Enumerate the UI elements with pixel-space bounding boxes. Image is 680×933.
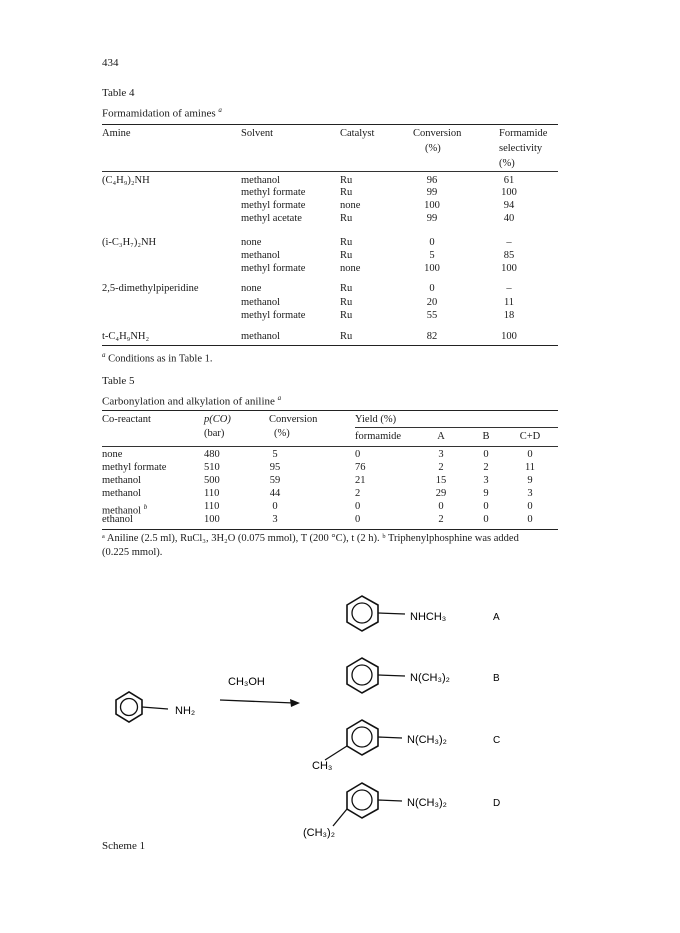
t5-b: 3	[483, 475, 489, 486]
reaction-arrow	[220, 699, 300, 707]
t4-selectivity: 11	[503, 297, 515, 308]
t4-conversion: 0	[429, 237, 435, 248]
t5-pco: 110	[204, 488, 220, 499]
t4-conversion: 99	[426, 187, 438, 198]
t4-amine-1: (C₄H₉)₂NH	[102, 175, 150, 186]
t4-selectivity: 100	[501, 263, 517, 274]
t4-conversion: 20	[426, 297, 438, 308]
t5-header-yield: Yield (%)	[355, 414, 397, 425]
t5-conv: 0	[272, 501, 278, 512]
t4-selectivity: 85	[503, 250, 515, 261]
table-5-top-rule	[102, 410, 558, 411]
t5-b: 0	[483, 449, 489, 460]
t5-conv: 44	[269, 488, 281, 499]
t5-header-b: B	[482, 431, 490, 442]
t4-conversion: 99	[426, 213, 438, 224]
t4-selectivity: –	[506, 237, 512, 248]
table-4-header-rule	[102, 171, 558, 172]
t5-row-mark: b	[143, 503, 148, 511]
t4-solvent: methyl formate	[241, 310, 306, 321]
t4-catalyst: Ru	[340, 250, 353, 261]
t5-header-pco-2: (bar)	[204, 428, 225, 439]
product-d-substituent: (CH₃)₂	[303, 827, 335, 839]
product-a-structure	[347, 596, 500, 631]
table-5-label: Table 5	[102, 375, 135, 387]
scheme-label: Scheme 1	[102, 840, 146, 852]
t5-a: 29	[435, 488, 447, 499]
t4-selectivity: 100	[501, 187, 517, 198]
t5-formamide: 0	[355, 449, 361, 460]
table-4-label: Table 4	[102, 87, 135, 99]
t4-solvent: methyl acetate	[241, 213, 302, 224]
t4-header-solvent: Solvent	[241, 128, 274, 139]
t5-formamide: 21	[355, 475, 366, 486]
t5-pco: 480	[204, 449, 220, 460]
t5-a: 2	[438, 462, 444, 473]
t4-catalyst: Ru	[340, 331, 353, 342]
t5-b: 2	[483, 462, 489, 473]
t5-header-formamide: formamide	[355, 431, 402, 442]
t4-header-conversion-2: (%)	[425, 143, 441, 154]
t4-solvent: methanol	[241, 175, 281, 186]
product-c-letter: C	[493, 735, 501, 746]
t5-cd: 3	[527, 488, 533, 499]
t5-cd: 11	[524, 462, 536, 473]
product-c-group: N(CH₃)₂	[407, 734, 447, 746]
t4-footnote-text: Conditions as in Table 1.	[108, 353, 213, 365]
t4-selectivity: 18	[503, 310, 515, 321]
t4-catalyst: Ru	[340, 187, 353, 198]
t4-catalyst: none	[340, 263, 361, 274]
table-4-bottom-rule	[102, 345, 558, 346]
t4-solvent: methanol	[241, 297, 281, 308]
t5-header-coreactant: Co-reactant	[102, 414, 151, 425]
table-5-caption-text: Carbonylation and alkylation of aniline	[102, 395, 275, 408]
t4-catalyst: none	[340, 200, 361, 211]
t4-solvent: methanol	[241, 250, 281, 261]
t5-header-cd: C+D	[519, 431, 541, 442]
t5-b: 9	[483, 488, 489, 499]
t5-coreactant: ethanol	[102, 514, 133, 525]
t4-solvent: methanol	[241, 331, 281, 342]
table-4-caption	[102, 103, 222, 121]
t5-conv: 59	[269, 475, 281, 486]
t4-selectivity: 61	[503, 175, 515, 186]
t4-catalyst: Ru	[340, 283, 353, 294]
t5-pco: 500	[204, 475, 220, 486]
t4-amine-2: (i-C₃H₇)₂NH	[102, 237, 157, 248]
t5-pco: 100	[204, 514, 220, 525]
t4-solvent: none	[241, 237, 262, 248]
t5-formamide: 2	[355, 488, 361, 499]
t4-header-catalyst: Catalyst	[340, 128, 375, 139]
t5-cd: 9	[527, 475, 533, 486]
t5-formamide: 76	[355, 462, 366, 473]
t4-header-amine: Amine	[102, 128, 131, 139]
t5-b: 0	[483, 514, 489, 525]
t4-conversion: 82	[426, 331, 438, 342]
t5-coreactant: none	[102, 449, 123, 460]
t4-solvent: methyl formate	[241, 187, 306, 198]
t5-pco: 110	[204, 501, 220, 512]
t4-solvent: none	[241, 283, 262, 294]
t5-header-conv-2: (%)	[274, 428, 290, 439]
reagent-label: CH₃OH	[228, 676, 265, 688]
t4-amine-4: t-C₄H₉NH₂	[102, 331, 150, 342]
product-b-group: N(CH₃)₂	[410, 672, 450, 684]
t4-conversion: 100	[424, 263, 440, 274]
t4-conversion: 96	[426, 175, 438, 186]
reaction-scheme	[0, 580, 680, 870]
t5-cd: 0	[527, 449, 533, 460]
t5-formamide: 0	[355, 501, 361, 512]
t5-coreactant: methanol	[102, 475, 142, 486]
t4-selectivity: 100	[501, 331, 517, 342]
table-5-caption	[102, 391, 281, 409]
t4-catalyst: Ru	[340, 297, 353, 308]
product-c-structure	[312, 720, 500, 772]
table-5-caption-mark: a	[277, 394, 282, 402]
t4-selectivity: –	[506, 283, 512, 294]
product-d-group: N(CH₃)₂	[407, 797, 447, 809]
t5-footnote-line-1: ᵃ Aniline (2.5 ml), RuCl₃, 3H₂O (0.075 mmol), T (200 °C), t (2 h). ᵇ Triphenylphosphine was added	[102, 533, 519, 544]
t4-solvent: methyl formate	[241, 200, 306, 211]
t5-pco: 510	[204, 462, 220, 473]
t4-selectivity: 94	[503, 200, 515, 211]
t4-footnote-mark: a	[102, 351, 106, 359]
t5-conv: 3	[272, 514, 278, 525]
t4-conversion: 0	[429, 283, 435, 294]
t5-coreactant: methyl formate	[102, 462, 167, 473]
product-d-structure	[303, 783, 500, 839]
t4-conversion: 5	[429, 250, 435, 261]
t5-yield-rule	[355, 427, 558, 428]
t5-header-pco-1: p(CO)	[204, 414, 231, 425]
t4-amine-3: 2,5-dimethylpiperidine	[102, 283, 199, 294]
product-a-group: NHCH₃	[410, 611, 447, 623]
t5-coreactant: methanol	[102, 488, 142, 499]
t4-catalyst: Ru	[340, 237, 353, 248]
product-a-letter: A	[493, 612, 500, 623]
t5-a: 2	[438, 514, 444, 525]
table-4-caption-mark: a	[218, 106, 222, 114]
table-4-top-rule	[102, 124, 558, 125]
table-5-header-rule	[102, 446, 558, 447]
product-b-structure	[347, 658, 500, 693]
page-number: 434	[102, 57, 119, 69]
t5-conv: 5	[272, 449, 278, 460]
t5-a: 15	[435, 475, 447, 486]
t4-catalyst: Ru	[340, 310, 353, 321]
t5-cd: 0	[527, 514, 533, 525]
aniline-structure	[116, 692, 195, 722]
t5-cd: 0	[527, 501, 533, 512]
product-c-substituent: CH₃	[312, 760, 333, 772]
t4-catalyst: Ru	[340, 175, 353, 186]
t5-a: 0	[438, 501, 444, 512]
t4-header-selectivity-3: (%)	[499, 158, 515, 169]
t5-conv: 95	[269, 462, 281, 473]
t4-selectivity: 40	[503, 213, 515, 224]
table-4-caption-text: Formamidation of amines	[102, 107, 216, 120]
t4-header-conversion-1: Conversion	[413, 128, 462, 139]
t4-header-selectivity-2: selectivity	[499, 143, 543, 154]
product-b-letter: B	[493, 673, 500, 684]
aniline-group: NH₂	[175, 705, 196, 717]
t5-coreactant: methanol	[102, 505, 142, 517]
t5-formamide: 0	[355, 514, 361, 525]
t5-b: 0	[483, 501, 489, 512]
t5-header-conv-1: Conversion	[269, 414, 318, 425]
t4-catalyst: Ru	[340, 213, 353, 224]
table-5-bottom-rule	[102, 529, 558, 530]
t5-header-a: A	[437, 431, 445, 442]
t4-header-selectivity-1: Formamide	[499, 128, 548, 139]
t4-solvent: methyl formate	[241, 263, 306, 274]
t4-conversion: 100	[424, 200, 440, 211]
table-4-footnote	[102, 349, 212, 366]
t5-footnote-line-2: (0.225 mmol).	[102, 547, 163, 558]
product-d-letter: D	[493, 798, 501, 809]
t4-conversion: 55	[426, 310, 438, 321]
t5-a: 3	[438, 449, 444, 460]
